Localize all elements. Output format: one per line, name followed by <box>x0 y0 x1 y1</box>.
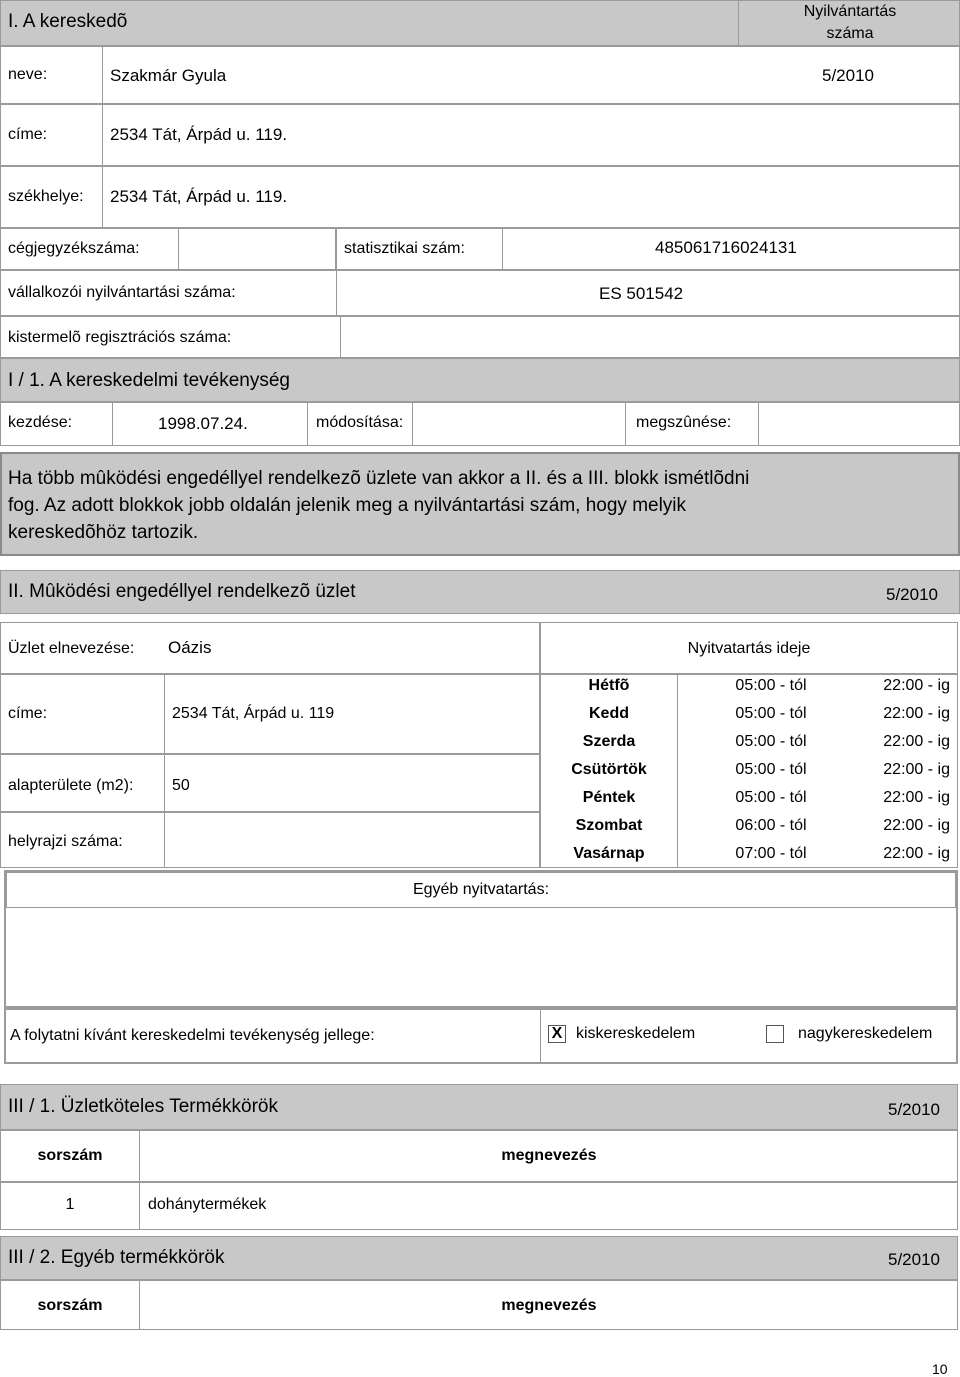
hours-to: 22:00 - ig <box>883 733 950 750</box>
section-1-1-title: I / 1. A kereskedelmi tevékenység <box>8 370 290 391</box>
hours-day: Vasárnap <box>573 845 645 862</box>
area-label: alapterülete (m2): <box>8 777 134 794</box>
section-2-reg-number: 5/2010 <box>886 585 938 604</box>
modify-value-cell <box>412 402 626 446</box>
lot-label: helyrajzi száma: <box>8 833 123 850</box>
section-2-title: II. Mûködési engedéllyel rendelkezõ üzlet <box>8 581 356 602</box>
hours-day: Hétfõ <box>588 677 630 694</box>
wholesale-label: nagykereskedelem <box>798 1025 933 1042</box>
entrepreneur-value: ES 501542 <box>599 284 684 303</box>
reg-number: 5/2010 <box>822 66 874 85</box>
area-value: 50 <box>172 777 190 794</box>
note-line-3: kereskedõhöz tartozik. <box>8 522 199 543</box>
retail-checkbox[interactable]: X <box>548 1025 566 1043</box>
hours-from: 05:00 - tól <box>735 761 807 778</box>
address-value: 2534 Tát, Árpád u. 119. <box>110 125 288 144</box>
wholesale-checkbox[interactable] <box>766 1025 784 1043</box>
row-name: dohánytermékek <box>148 1196 267 1213</box>
activity-type-label: A folytatni kívánt kereskedelmi tevékenység jellege: <box>10 1027 375 1044</box>
shop-address-value: 2534 Tát, Árpád u. 119 <box>172 705 335 722</box>
note-line-1: Ha több mûködési engedéllyel rendelkezõ üzlete van akkor a II. és a III. blokk ismétlõdni <box>8 468 750 489</box>
hours-from: 07:00 - tól <box>735 845 807 862</box>
hours-from: 05:00 - tól <box>735 677 807 694</box>
end-label: megszûnése: <box>636 414 732 431</box>
hours-from: 06:00 - tól <box>735 817 807 834</box>
hours-day: Csütörtök <box>571 761 647 778</box>
hours-to: 22:00 - ig <box>883 677 950 694</box>
hours-from: 05:00 - tól <box>735 705 807 722</box>
hours-day: Péntek <box>582 789 636 806</box>
lot-value-cell <box>164 812 540 868</box>
section-3-2-title: III / 2. Egyéb termékkörök <box>8 1247 225 1268</box>
section-1-title: I. A kereskedõ <box>8 11 128 32</box>
hours-to: 22:00 - ig <box>883 761 950 778</box>
reg-label-line1: Nyilvántartás <box>803 3 897 20</box>
hours-title: Nyitvatartás ideje <box>687 640 811 657</box>
hours-from: 05:00 - tól <box>735 789 807 806</box>
hours-to: 22:00 - ig <box>883 705 950 722</box>
section-3-1-reg-number: 5/2010 <box>888 1100 940 1119</box>
note-line-2: fog. Az adott blokkok jobb oldalán jelenik meg a nyilvántartási szám, hogy melyik <box>8 495 687 516</box>
hours-day: Kedd <box>589 705 629 722</box>
stat-value: 485061716024131 <box>655 238 797 257</box>
hours-to: 22:00 - ig <box>883 845 950 862</box>
start-value: 1998.07.24. <box>158 414 248 433</box>
shop-name-value: Oázis <box>168 638 212 657</box>
company-reg-label: cégjegyzékszáma: <box>8 240 140 257</box>
seat-label: székhelye: <box>8 188 84 205</box>
hours-day: Szerda <box>582 733 636 750</box>
area-value-cell <box>164 754 540 812</box>
section-3-1-col-number: sorszám <box>37 1147 103 1164</box>
shop-address-label: címe: <box>8 705 48 722</box>
name-value: Szakmár Gyula <box>110 66 227 85</box>
section-3-1-col-name: megnevezés <box>501 1147 597 1164</box>
hours-to: 22:00 - ig <box>883 817 950 834</box>
producer-value-cell <box>340 316 960 358</box>
table-row <box>0 1182 958 1230</box>
other-hours-label: Egyéb nyitvatartás: <box>412 881 550 898</box>
section-3-1-title: III / 1. Üzletköteles Termékkörök <box>8 1096 278 1117</box>
stat-label: statisztikai szám: <box>344 240 465 257</box>
retail-label: kiskereskedelem <box>576 1025 696 1042</box>
section-3-2-col-number: sorszám <box>37 1297 103 1314</box>
name-label: neve: <box>8 66 48 83</box>
start-label: kezdése: <box>8 414 73 431</box>
end-value-cell <box>758 402 960 446</box>
section-3-2-col-name: megnevezés <box>501 1297 597 1314</box>
row-number: 1 <box>65 1196 75 1213</box>
reg-label-line2: száma <box>826 25 874 42</box>
page-number: 10 <box>932 1361 948 1377</box>
section-3-2-reg-number: 5/2010 <box>888 1250 940 1269</box>
producer-label: kistermelõ regisztrációs száma: <box>8 329 232 346</box>
address-label: címe: <box>8 126 48 143</box>
modify-label: módosítása: <box>316 414 404 431</box>
shop-name-label: Üzlet elnevezése: <box>8 640 135 657</box>
hours-from: 05:00 - tól <box>735 733 807 750</box>
hours-day: Szombat <box>575 817 643 834</box>
hours-to: 22:00 - ig <box>883 789 950 806</box>
company-reg-value-cell <box>178 228 336 270</box>
seat-value: 2534 Tát, Árpád u. 119. <box>110 187 288 206</box>
entrepreneur-label: vállalkozói nyilvántartási száma: <box>8 284 236 301</box>
